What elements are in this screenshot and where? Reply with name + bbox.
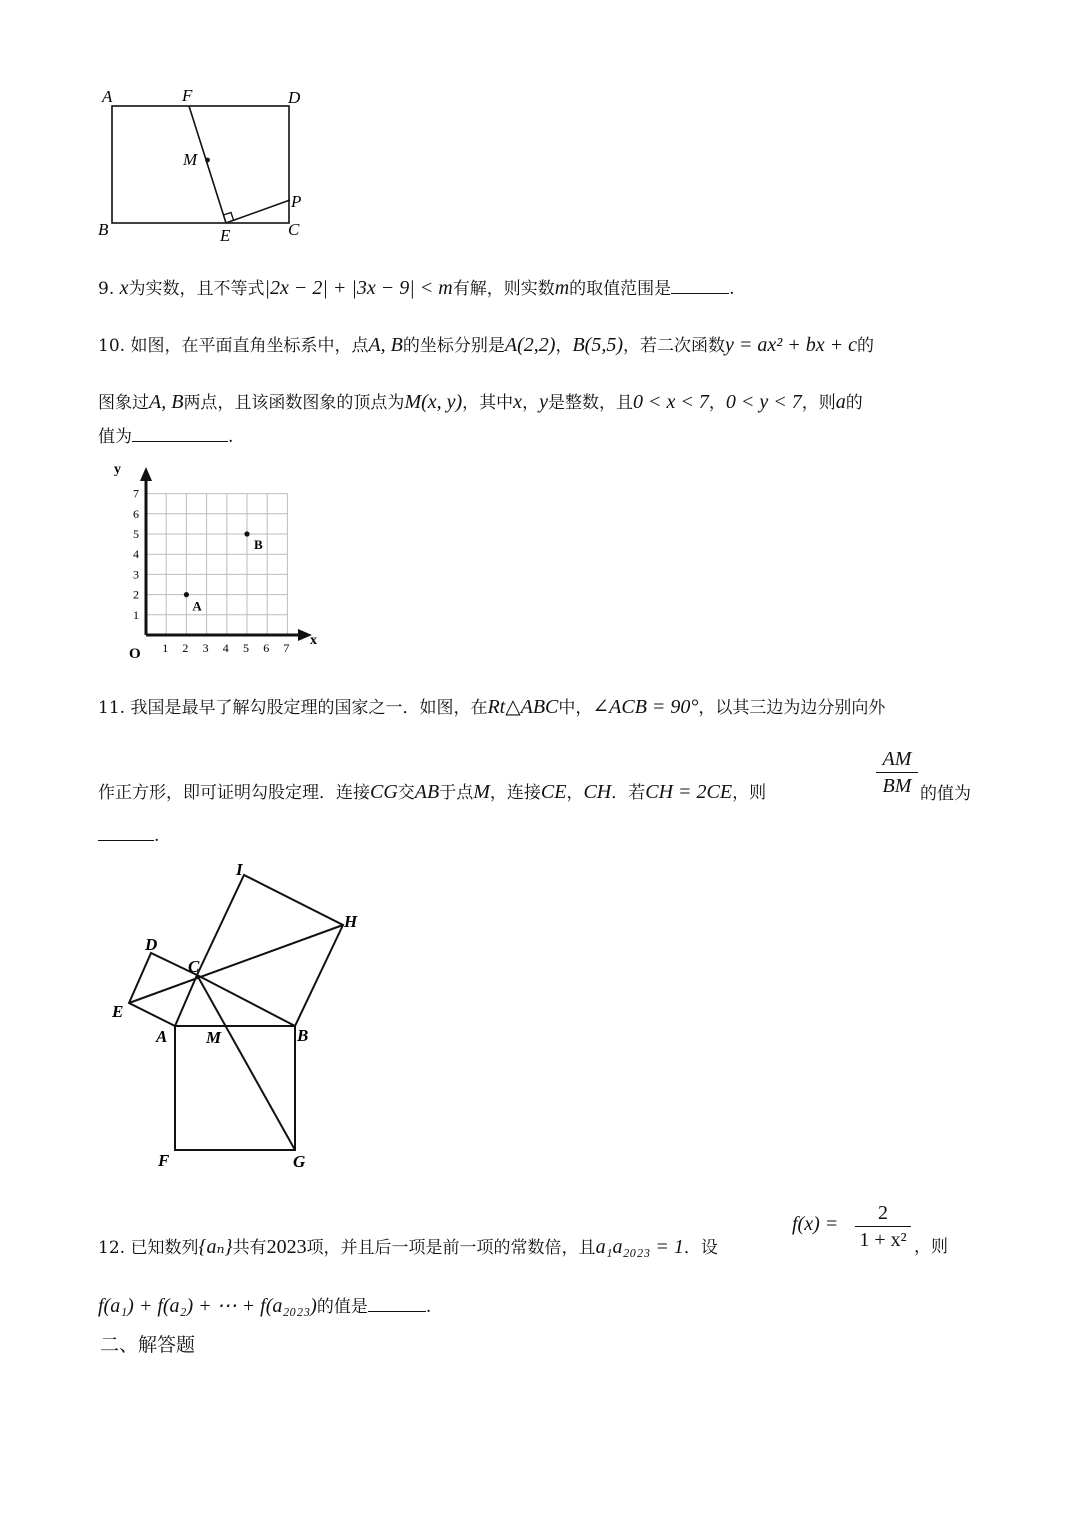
- y-tick-label: 5: [133, 527, 139, 541]
- segment-ab: AB: [414, 781, 440, 803]
- var-x: x: [513, 391, 523, 413]
- fraction-numerator: AM: [882, 748, 912, 770]
- function-f-label: f(x) =: [792, 1213, 839, 1235]
- question-number: 11.: [98, 698, 126, 718]
- period: .: [228, 427, 234, 447]
- x-tick-label: 2: [182, 641, 189, 655]
- label-b: B: [297, 1026, 309, 1045]
- fraction-numerator: 2: [878, 1202, 888, 1224]
- triangle-abc: Rt△ABC: [487, 696, 559, 718]
- point-b-coords: B(5,5): [572, 334, 623, 356]
- question-number: 9.: [98, 279, 115, 299]
- text: 我国是最早了解勾股定理的国家之一．如图，在: [130, 698, 488, 718]
- period: .: [729, 279, 735, 299]
- question-10-line-2: [98, 390, 863, 415]
- pythagoras-figure: [100, 855, 370, 1175]
- var-y: y: [539, 391, 548, 413]
- text: 项，并且后一项是前一项的常数倍，且: [306, 1238, 596, 1258]
- text: 的: [856, 336, 874, 356]
- label-p: P: [291, 192, 302, 211]
- points-ab: A, B: [149, 391, 184, 413]
- inequality: |2x − 2| + |3x − 9| < m: [264, 277, 453, 299]
- text: ，连接: [489, 783, 541, 803]
- text: ，则: [801, 393, 836, 413]
- y-tick-label: 4: [133, 547, 139, 562]
- question-10-line-1: [98, 333, 874, 358]
- label-g: G: [293, 1152, 306, 1171]
- label-f: F: [182, 86, 193, 105]
- text: 的坐标分别是: [402, 336, 505, 356]
- section-heading: 二、解答题: [100, 1334, 196, 1356]
- point-m: M: [473, 781, 490, 803]
- condition: CH = 2CE: [645, 781, 733, 803]
- text: ，则: [914, 1237, 948, 1257]
- label-d: D: [288, 88, 301, 107]
- y-axis-label: y: [114, 462, 121, 477]
- label-c: C: [188, 957, 200, 976]
- segment-ch: CH: [583, 781, 612, 803]
- fraction-am-bm: [876, 746, 918, 799]
- text: 图象过: [98, 393, 149, 413]
- question-11-tail: [920, 782, 971, 806]
- question-number: 10.: [98, 336, 126, 356]
- y-tick-label: 6: [133, 506, 139, 521]
- coordinate-grid-figure: [100, 458, 330, 663]
- text: 两点，且该函数图象的顶点为: [183, 393, 405, 413]
- text: ，: [522, 393, 540, 413]
- text: ．若: [611, 783, 646, 803]
- square-adec: [129, 953, 197, 1026]
- condition-y: 0 < y < 7: [725, 391, 802, 413]
- answer-blank: [671, 279, 729, 294]
- x-tick-label: 6: [263, 641, 270, 655]
- text: 值为: [98, 427, 132, 447]
- sum-expression: f(a₁) + f(a₂) + ⋯ + f(a₂₀₂₃): [98, 1295, 317, 1317]
- label-e: E: [112, 1002, 124, 1021]
- quadratic-function: y = ax² + bx + c: [724, 334, 857, 356]
- var-m: m: [554, 277, 570, 299]
- point-label-b: B: [254, 537, 263, 552]
- question-12-tail: [914, 1235, 948, 1259]
- question-11-line-2: [98, 780, 766, 805]
- label-i: I: [236, 860, 243, 879]
- fraction-denominator: 1 + x²: [859, 1229, 907, 1251]
- answer-blank: [98, 826, 154, 841]
- label-h: H: [344, 912, 358, 931]
- term-count: 2023: [266, 1236, 307, 1258]
- question-12-line-1: [98, 1235, 718, 1260]
- text: 共有: [232, 1238, 267, 1258]
- sequence-an: {aₙ}: [198, 1236, 233, 1258]
- question-11-line-3: [98, 824, 159, 848]
- text: 已知数列: [130, 1238, 199, 1258]
- data-point-b: [244, 531, 249, 536]
- text: 的取值范围是: [569, 279, 672, 299]
- point-label-a: A: [192, 598, 202, 614]
- question-10-line-3: [98, 425, 233, 449]
- point-a-coords: A(2,2): [504, 334, 556, 356]
- y-axis-arrow: [140, 467, 152, 481]
- label-m: M: [206, 1028, 222, 1047]
- var-x: x: [119, 277, 129, 299]
- text: ，: [708, 393, 726, 413]
- segment-ce: CE: [540, 781, 567, 803]
- question-number: 12.: [98, 1238, 126, 1258]
- y-tick-label: 3: [133, 567, 139, 582]
- condition-x: 0 < x < 7: [632, 391, 709, 413]
- text: 如图，在平面直角坐标系中，点: [130, 336, 369, 356]
- text: 有解，则实数: [452, 279, 555, 299]
- text: ．设: [683, 1238, 718, 1258]
- text: 的值为: [920, 784, 971, 804]
- text: ，则: [732, 783, 767, 803]
- data-point-a: [184, 592, 189, 597]
- x-tick-label: 1: [162, 641, 169, 655]
- text: 的: [845, 393, 863, 413]
- point-m: [205, 158, 210, 163]
- y-tick-label: 7: [133, 486, 139, 501]
- text: 的值是: [316, 1297, 368, 1317]
- label-a: A: [102, 87, 113, 106]
- text: ，: [566, 783, 584, 803]
- angle-acb: ∠ACB = 90°: [592, 696, 699, 718]
- origin-label: O: [129, 646, 141, 662]
- product-condition: a₁a₂₀₂₃ = 1: [595, 1236, 684, 1258]
- x-axis-label: x: [310, 633, 317, 648]
- rectangle-figure: [90, 82, 320, 247]
- label-f: F: [158, 1151, 170, 1170]
- x-tick-label: 3: [202, 641, 209, 655]
- rectangle-abcd: [112, 106, 289, 223]
- segment-ep: [226, 200, 290, 223]
- label-d: D: [145, 935, 158, 954]
- text: 中，: [558, 698, 593, 718]
- function-fraction: [855, 1200, 911, 1253]
- label-c: C: [288, 220, 300, 239]
- y-tick-label: 2: [133, 587, 139, 602]
- points-ab: A, B: [368, 334, 403, 356]
- label-m: M: [183, 150, 198, 169]
- var-a: a: [835, 391, 846, 413]
- text: ，若二次函数: [622, 336, 725, 356]
- x-tick-label: 4: [222, 641, 229, 655]
- text: 交: [397, 783, 415, 803]
- text: ，: [555, 336, 573, 356]
- answer-blank: [368, 1297, 426, 1312]
- question-9: [98, 276, 735, 301]
- answer-blank: [132, 427, 228, 442]
- period: .: [425, 1297, 432, 1317]
- period: .: [154, 826, 160, 846]
- question-11-line-1: [98, 695, 885, 720]
- label-b: B: [98, 220, 109, 239]
- text: 于点: [439, 783, 474, 803]
- text: ，其中: [462, 393, 514, 413]
- y-tick-label: 1: [133, 607, 139, 622]
- text: 为实数，且不等式: [128, 279, 265, 299]
- text: ，以其三边为边分别向外: [698, 698, 886, 718]
- text: 是整数，且: [547, 393, 633, 413]
- fraction-denominator: BM: [882, 775, 912, 797]
- label-a: A: [156, 1027, 168, 1046]
- label-e: E: [220, 226, 231, 245]
- square-cihb: [197, 875, 343, 1026]
- x-tick-label: 5: [243, 641, 249, 655]
- vertex-m: M(x, y): [404, 391, 463, 413]
- text: 作正方形，即可证明勾股定理．连接: [98, 783, 370, 803]
- triangle-abc: [175, 975, 295, 1026]
- question-12-line-2: [98, 1294, 431, 1319]
- segment-cg: CG: [370, 781, 398, 803]
- x-tick-label: 7: [283, 641, 290, 655]
